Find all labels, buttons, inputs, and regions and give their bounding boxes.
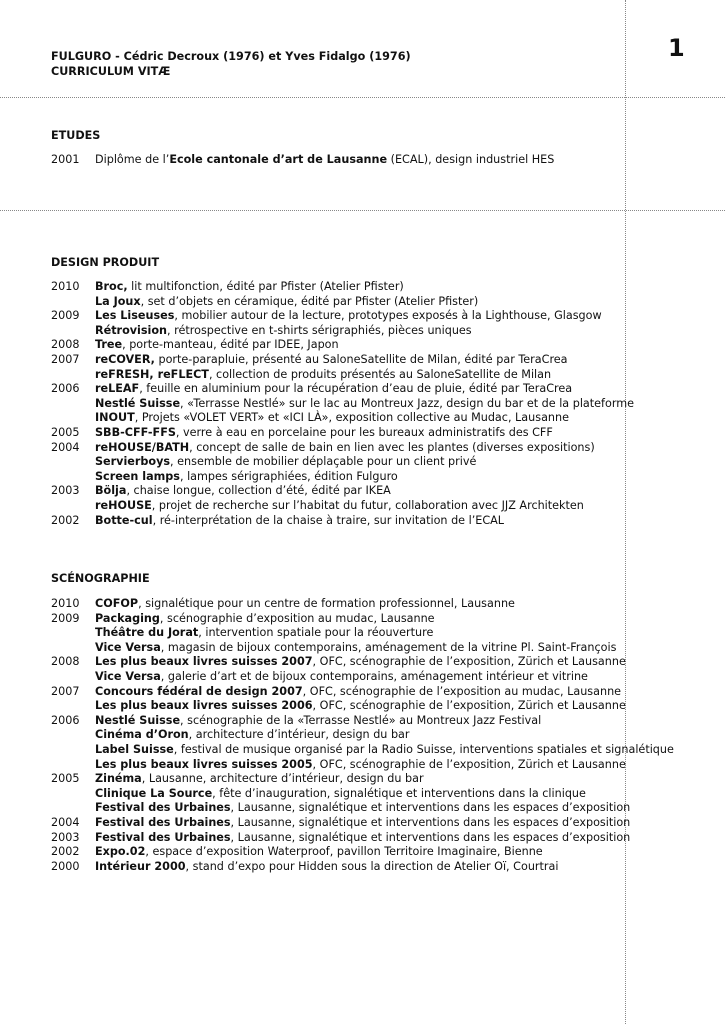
entry-text <box>95 772 424 787</box>
entry-year: 2007 <box>51 684 80 698</box>
entry-title: Ecole cantonale d’art de Lausanne <box>169 153 388 166</box>
entry-description: , festival de musique organisé par la Radio Suisse, interventions spatiales et signalétique <box>173 742 674 756</box>
entry-title: Les plus beaux livres suisses 2007 <box>95 655 313 669</box>
entry-description: , OFC, scénographie de l’exposition, Zürich et Lausanne <box>312 757 626 771</box>
entry-description: , collection de produits présentés au SaloneSatellite de Milan <box>208 367 552 381</box>
entry-text <box>95 626 433 641</box>
entry-description: , concept de salle de bain en lien avec les plantes (diverses expositions) <box>189 440 595 454</box>
entry-text <box>95 397 634 412</box>
entry-title: Festival des Urbaines <box>95 815 231 829</box>
entry-title: Les plus beaux livres suisses 2005 <box>95 757 313 771</box>
entry-description: , scénographie d’exposition au mudac, Lausanne <box>159 611 435 625</box>
entry-description: , espace d’exposition Waterproof, pavillon Territoire Imaginaire, Bienne <box>145 845 543 859</box>
entry-title: La Joux <box>95 294 141 308</box>
entry-text <box>95 612 435 627</box>
entry-text <box>95 514 504 529</box>
entry-title: Screen lamps <box>95 469 180 483</box>
entry-text <box>95 655 626 670</box>
entry-description: lit multifonction, édité par Pfister (Atelier Pfister) <box>127 280 404 293</box>
entry-year: 2008 <box>51 338 80 352</box>
entry-text <box>95 670 588 685</box>
entry-text <box>95 455 476 470</box>
entry-year: 2009 <box>51 309 80 323</box>
entry-text <box>95 801 630 816</box>
entry-title: reHOUSE <box>95 498 152 512</box>
entry-description: , OFC, scénographie de l’exposition, Zürich et Lausanne <box>312 655 626 669</box>
entry-title: Concours fédéral de design 2007 <box>95 684 303 698</box>
entry-year: 2001 <box>51 153 80 166</box>
entry-text <box>95 860 558 875</box>
vertical-dotted-divider <box>625 0 626 1024</box>
header-subtitle: CURRICULUM VITÆ <box>51 65 171 78</box>
entry-text <box>95 353 568 368</box>
entry-description: , scénographie de la «Terrasse Nestlé» au Montreux Jazz Festival <box>180 713 542 727</box>
entry-year: 2009 <box>51 611 80 625</box>
entry-text <box>95 597 515 612</box>
entry-description: , lampes sérigraphiées, édition Fulguro <box>179 469 398 483</box>
section-title-scenographie: SCÉNOGRAPHIE <box>51 572 150 585</box>
entry-text <box>95 714 541 729</box>
entry-description: , fête d’inauguration, signalétique et interventions dans la clinique <box>212 786 586 800</box>
entry-description: , Lausanne, signalétique et interventions dans les espaces d’exposition <box>230 801 631 815</box>
section-title-etudes: ETUDES <box>51 129 101 142</box>
entry-text <box>95 845 543 860</box>
entry-title: Festival des Urbaines <box>95 830 231 844</box>
entry-description: , magasin de bijoux contemporains, aménagement de la vitrine Pl. Saint-François <box>160 640 617 654</box>
entry-text <box>95 426 553 441</box>
entry-description: (ECAL), design industriel HES <box>387 153 555 166</box>
entry-description: , Lausanne, architecture d’intérieur, design du bar <box>141 772 424 786</box>
entry-title: Nestlé Suisse <box>95 396 181 410</box>
entry-description: , ré-interprétation de la chaise à traire, sur invitation de l’ECAL <box>152 513 505 527</box>
entry-title: Cinéma d’Oron <box>95 728 189 742</box>
entry-text <box>95 728 410 743</box>
entry-text <box>95 787 586 802</box>
entry-description: , galerie d’art et de bijoux contemporains, aménagement intérieur et vitrine <box>160 669 588 683</box>
entry-title: Festival des Urbaines <box>95 801 231 815</box>
entry-description: , intervention spatiale pour la réouverture <box>198 626 434 640</box>
entry-description: , Lausanne, signalétique et interventions dans les espaces d’exposition <box>230 830 631 844</box>
entry-title: Rétrovision <box>95 323 168 337</box>
entry-title: Théâtre du Jorat <box>95 626 199 640</box>
entry-text <box>95 685 621 700</box>
entry-description: , signalétique pour un centre de formation professionnel, Lausanne <box>138 597 515 610</box>
entry-description: , OFC, scénographie de l’exposition, Zürich et Lausanne <box>312 699 626 713</box>
entry-description: , rétrospective en t-shirts sérigraphiés, pièces uniques <box>167 323 472 337</box>
entry-text <box>95 338 339 353</box>
entry-description: , «Terrasse Nestlé» sur le lac au Montreux Jazz, design du bar et de la plateforme <box>180 396 635 410</box>
entry-description: , architecture d’intérieur, design du bar <box>188 728 410 742</box>
entry-title: Zinéma <box>95 772 142 786</box>
header-title: FULGURO - Cédric Decroux (1976) et Yves Fidalgo (1976) <box>51 50 411 63</box>
entry-year: 2000 <box>51 859 80 873</box>
entry-description: , porte-manteau, édité par IDEE, Japon <box>122 338 339 352</box>
entry-title: Expo.02 <box>95 845 146 859</box>
entry-year: 2003 <box>51 484 80 498</box>
entry-title: Les Liseuses <box>95 309 175 323</box>
entry-text <box>95 743 674 758</box>
entry-text <box>95 816 630 831</box>
entry-text <box>95 295 478 310</box>
page-number: 1 <box>668 34 685 62</box>
horizontal-dotted-divider <box>0 210 725 211</box>
entry-text <box>95 758 626 773</box>
entry-year: 2005 <box>51 772 80 786</box>
entry-title: Botte-cul <box>95 513 153 527</box>
entry-text <box>95 153 554 168</box>
document-header <box>51 49 411 79</box>
entry-description: porte-parapluie, présenté au SaloneSatellite de Milan, édité par TeraCrea <box>154 352 568 366</box>
entry-title: Clinique La Source <box>95 786 213 800</box>
entry-text <box>95 382 572 397</box>
entry-title: INOUT <box>95 411 135 425</box>
entry-description: , projet de recherche sur l’habitat du futur, collaboration avec JJZ Architekten <box>151 498 584 512</box>
entry-title: Tree <box>95 338 123 352</box>
entry-text <box>95 441 595 456</box>
entry-title: Nestlé Suisse <box>95 713 181 727</box>
entry-title: Servierboys <box>95 455 171 469</box>
entry-prefix: Diplôme de l’ <box>95 153 170 166</box>
entry-description: , verre à eau en porcelaine pour les bureaux administratifs des CFF <box>175 425 553 439</box>
entry-year: 2005 <box>51 425 80 439</box>
entry-text <box>95 280 404 295</box>
entry-title: Vice Versa <box>95 669 161 683</box>
entry-title: SBB-CFF-FFS <box>95 425 176 439</box>
entry-description: , set d’objets en céramique, édité par Pfister (Atelier Pfister) <box>140 294 479 308</box>
entry-year: 2010 <box>51 597 80 610</box>
entry-title: reHOUSE/BATH <box>95 440 190 454</box>
entry-year: 2002 <box>51 513 80 527</box>
entry-text <box>95 699 626 714</box>
entry-description: , OFC, scénographie de l’exposition au mudac, Lausanne <box>302 684 622 698</box>
entry-description: , chaise longue, collection d’été, édité par IKEA <box>126 484 391 498</box>
entry-year: 2010 <box>51 280 80 293</box>
entry-text <box>95 470 398 485</box>
entry-title: Label Suisse <box>95 742 174 756</box>
entry-text <box>95 641 616 656</box>
entry-year: 2008 <box>51 655 80 669</box>
entry-description: , Projets «VOLET VERT» et «ICI LÀ», exposition collective au Mudac, Lausanne <box>134 411 569 425</box>
entry-text <box>95 368 551 383</box>
entry-description: , feuille en aluminium pour la récupération d’eau de pluie, édité par TeraCrea <box>139 382 573 396</box>
entry-year: 2007 <box>51 352 80 366</box>
entry-title: Bölja <box>95 484 127 498</box>
section-title-design-produit: DESIGN PRODUIT <box>51 256 160 269</box>
entry-year: 2002 <box>51 845 80 859</box>
horizontal-dotted-divider <box>0 97 725 98</box>
entry-text <box>95 324 472 339</box>
entry-title: Intérieur 2000 <box>95 859 186 873</box>
entry-text <box>95 499 584 514</box>
entry-year: 2006 <box>51 713 80 727</box>
entry-description: , stand d’expo pour Hidden sous la direction de Atelier Oï, Courtrai <box>185 859 559 873</box>
entry-title: Packaging <box>95 611 160 625</box>
entry-year: 2003 <box>51 830 80 844</box>
entry-title: reCOVER, <box>95 352 155 366</box>
entry-year: 2006 <box>51 382 80 396</box>
entry-title: Broc, <box>95 280 128 293</box>
entry-text <box>95 831 630 846</box>
entry-title: Vice Versa <box>95 640 161 654</box>
entry-text <box>95 309 602 324</box>
entry-description: , Lausanne, signalétique et interventions dans les espaces d’exposition <box>230 815 631 829</box>
entry-description: , mobilier autour de la lecture, prototypes exposés à la Lighthouse, Glasgow <box>174 309 602 323</box>
entry-title: COFOP <box>95 597 139 610</box>
entry-description: , ensemble de mobilier déplaçable pour un client privé <box>170 455 477 469</box>
entry-title: reFRESH, reFLECT <box>95 367 209 381</box>
entry-year: 2004 <box>51 815 80 829</box>
entry-year: 2004 <box>51 440 80 454</box>
entry-text <box>95 411 569 426</box>
entry-text <box>95 484 391 499</box>
entry-title: reLEAF <box>95 382 140 396</box>
entry-title: Les plus beaux livres suisses 2006 <box>95 699 313 713</box>
